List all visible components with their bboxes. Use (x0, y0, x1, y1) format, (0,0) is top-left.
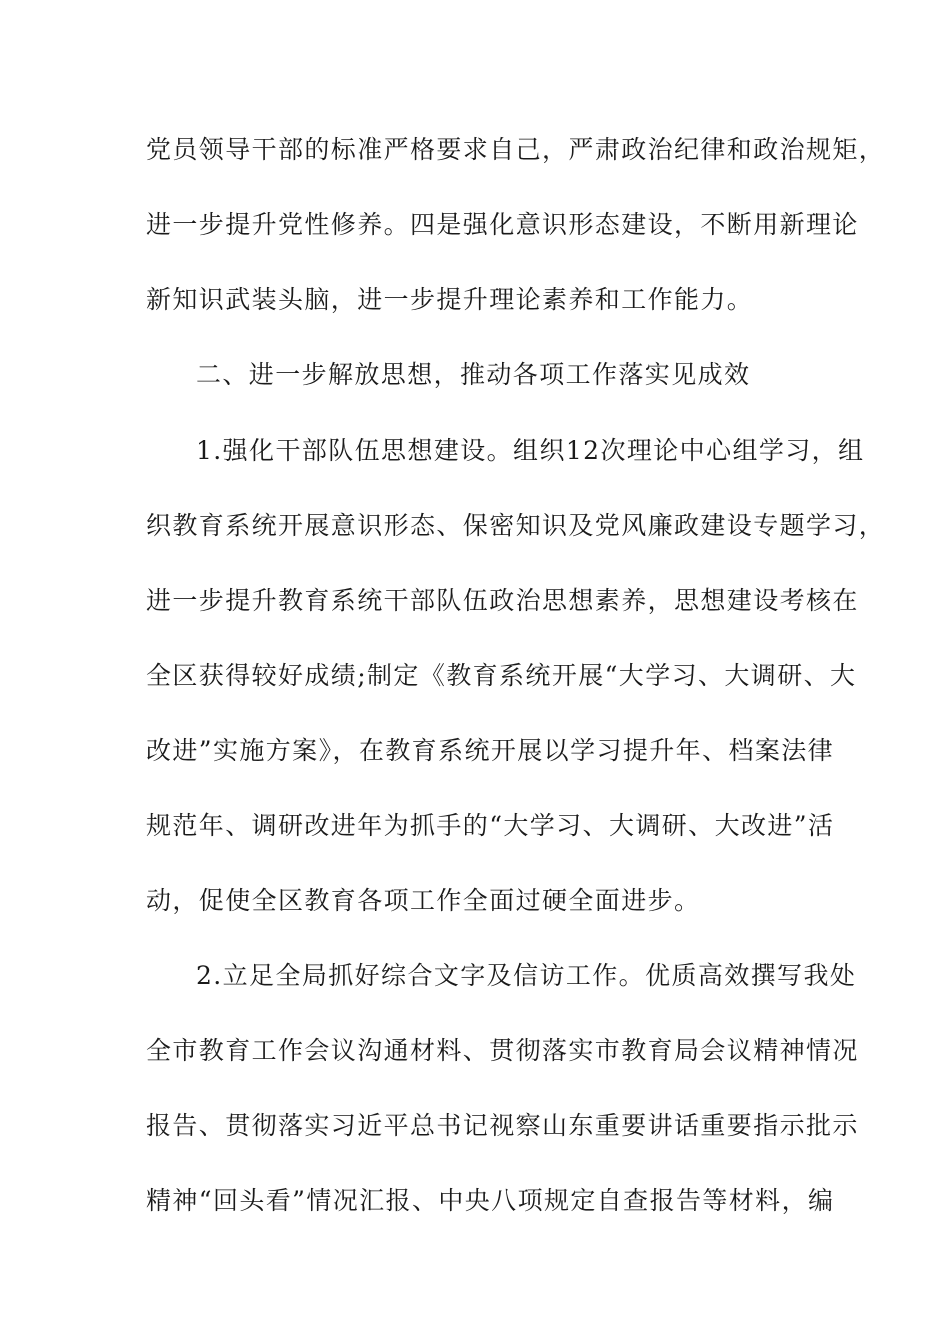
section-heading: 二、进一步解放思想，推动各项工作落实见成效 (196, 360, 751, 389)
paragraph-line: 动，促使全区教育各项工作全面过硬全面进步。 (146, 886, 701, 915)
paragraph-line: 改进”实施方案》，在教育系统开展以学习提升年、档案法律 (146, 736, 835, 765)
paragraph-line: 进一步提升党性修养。四是强化意识形态建设，不断用新理论 (146, 210, 859, 239)
paragraph-line: 织教育系统开展意识形态、保密知识及党风廉政建设专题学习， (146, 511, 886, 540)
paragraph-line: 全区获得较好成绩;制定《教育系统开展“大学习、大调研、大 (146, 661, 857, 690)
paragraph-line: 精神“回头看”情况汇报、中央八项规定自查报告等材料，编 (146, 1186, 835, 1215)
paragraph-line: 2.立足全局抓好综合文字及信访工作。优质高效撰写我处 (196, 961, 857, 990)
paragraph-line: 进一步提升教育系统干部队伍政治思想素养，思想建设考核在 (146, 586, 859, 615)
paragraph-line: 1.强化干部队伍思想建设。组织12次理论中心组学习，组 (196, 436, 865, 465)
paragraph-line: 党员领导干部的标准严格要求自己，严肃政治纪律和政治规矩， (146, 135, 886, 164)
paragraph-line: 规范年、调研改进年为抓手的“大学习、大调研、大改进”活 (146, 811, 835, 840)
paragraph-line: 全市教育工作会议沟通材料、贯彻落实市教育局会议精神情况 (146, 1036, 859, 1065)
paragraph-line: 报告、贯彻落实习近平总书记视察山东重要讲话重要指示批示 (146, 1111, 859, 1140)
paragraph-line: 新知识武装头脑，进一步提升理论素养和工作能力。 (146, 285, 754, 314)
